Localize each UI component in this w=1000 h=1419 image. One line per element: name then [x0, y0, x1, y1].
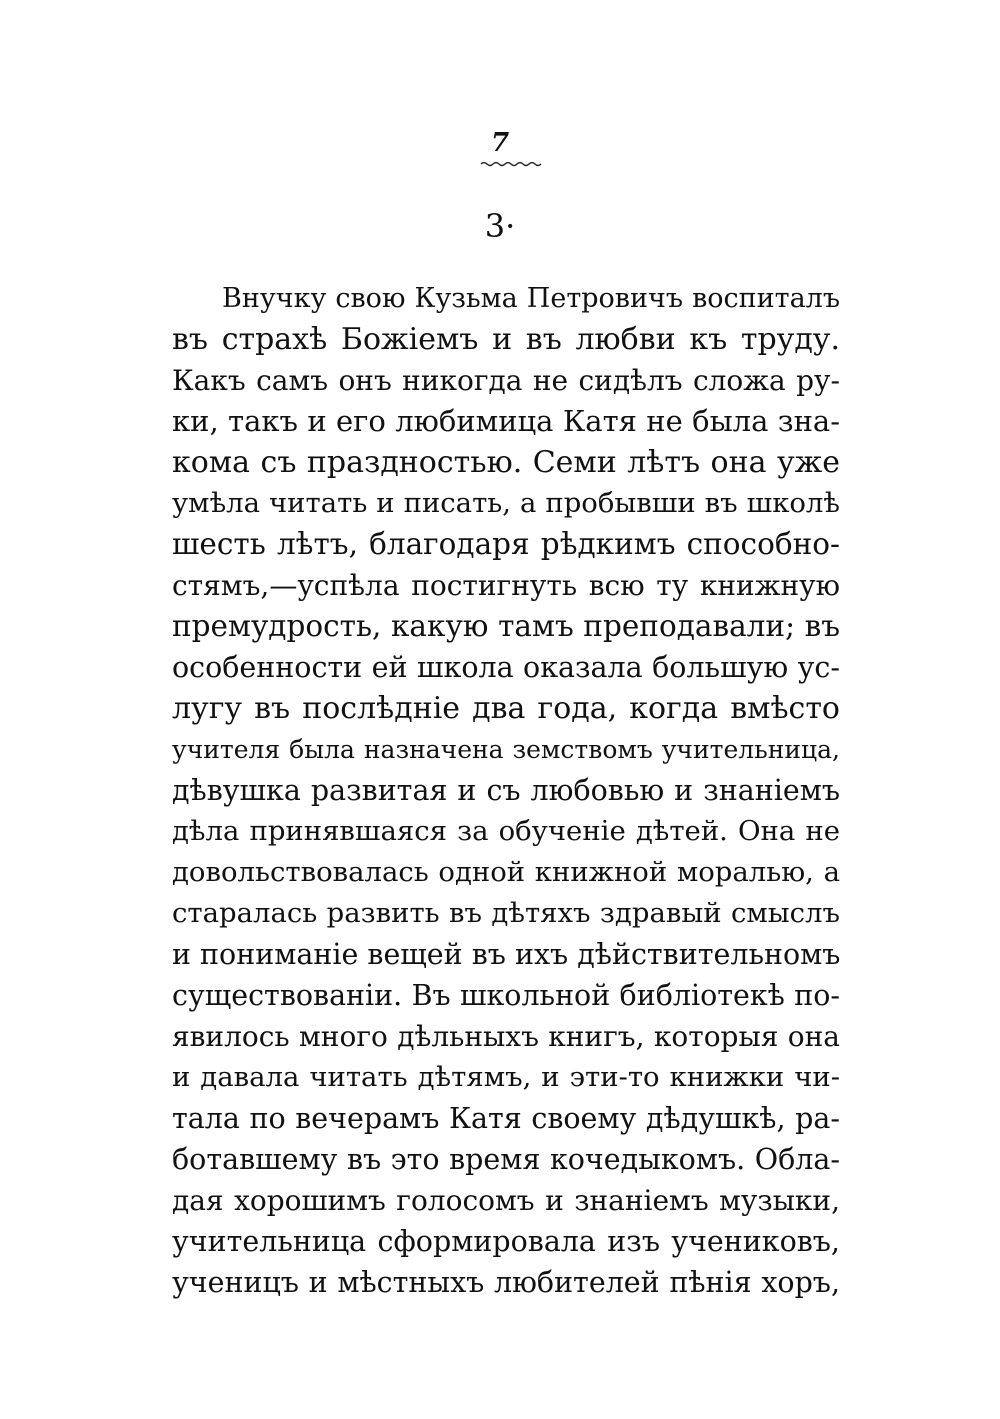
text-line: и давала читать дѣтямъ, и эти-то книжки чи- — [172, 1061, 840, 1093]
text-line: умѣла читать и писать, а пробывши въ школѣ — [172, 487, 840, 519]
text-line: ботавшему въ это время кочедыкомъ. Обла- — [172, 1143, 840, 1176]
text-line: учительница сформировала изъ учениковъ, — [172, 1225, 840, 1258]
text-line: лугу въ послѣдніе два года, когда вмѣсто — [172, 691, 840, 726]
text-line: кома съ праздностью. Семи лѣтъ она уже — [172, 445, 840, 480]
text-line: дѣвушка развитая и съ любовью и знаніемъ — [172, 774, 840, 807]
text-line: шесть лѣтъ, благодаря рѣдкимъ способно- — [172, 527, 840, 561]
text-line: стямъ,—успѣла постигнуть всю ту книжную — [172, 569, 840, 602]
section-number: 3· — [484, 207, 516, 245]
text-line: ученицъ и мѣстныхъ любителей пѣнія хоръ, — [172, 1266, 840, 1299]
text-line: Какъ самъ онъ никогда не сидѣлъ сложа ру- — [172, 364, 840, 397]
page-number: 7 — [490, 128, 510, 158]
text-line: явилось много дѣльныхъ книгъ, которыя она — [172, 1020, 840, 1053]
body-text — [172, 278, 840, 1303]
text-line: существованіи. Въ школьной библіотекѣ по- — [172, 979, 840, 1012]
text-line: тала по вечерамъ Катя своему дѣдушкѣ, ра- — [172, 1102, 840, 1135]
text-line: премудрость, какую тамъ преподавали; въ — [172, 609, 840, 643]
text-line: учителя была назначена земствомъ учительница, — [172, 735, 840, 764]
text-line: Внучку свою Кузьма Петровичъ воспиталъ — [222, 283, 840, 314]
text-line: въ страхѣ Божіемъ и въ любви къ труду. — [172, 322, 840, 357]
text-line: особенности ей школа оказала большую ус- — [172, 651, 840, 684]
text-line: дая хорошимъ голосомъ и знаніемъ музыки, — [172, 1184, 840, 1217]
page-number-ornament — [480, 160, 542, 168]
text-line: дѣла принявшаяся за обученіе дѣтей. Она не — [172, 815, 840, 847]
text-line: старалась развить въ дѣтяхъ здравый смыслъ — [172, 897, 840, 929]
text-line: довольствовалась одной книжной моралью, а — [172, 856, 840, 888]
text-line: ки, такъ и его любимица Катя не была зна- — [172, 404, 840, 438]
text-line: и пониманіе вещей въ ихъ дѣйствительномъ — [172, 938, 840, 971]
